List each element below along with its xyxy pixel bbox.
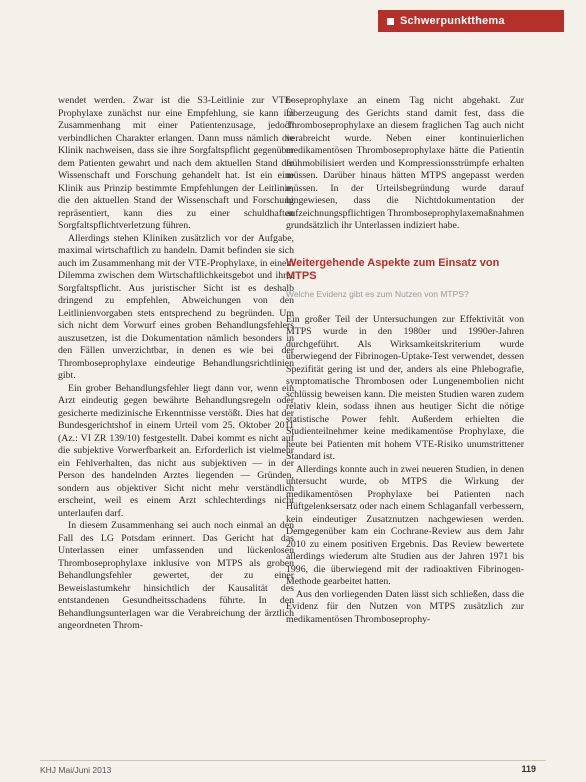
paragraph: Allerdings stehen Kliniken zusätzlich vor der Aufgabe, maximal wirtschaftlich zu handeln. Damit befinden sie sich auch im Zusammenhang mit der VTE-Prophylaxe, in einem Dilemma zwischen dem Wirtschaftlichkeitsgebot und ihrer Sorgfaltspflicht. Aus juristischer Sicht ist es deshalb dringend zu empfehlen, Abweichungen von den Leitlinienvorgaben stets entsprechend zu begründen. Um sich nicht dem Vorwurf eines groben Behandlungsfehlers auszusetzen, ist die Dokumentation nämlich besonders in den Fällen unverzichtbar, in denen es wie bei der Thromboseprophylaxe eindeutige Behandlungsrichtlinien gibt. xyxy=(58,232,294,381)
section-subheading: Welche Evidenz gibt es zum Nutzen von MTPS? xyxy=(286,288,469,299)
paragraph: boseprophylaxe an einem Tag nicht abgehakt. Zur Überzeugung des Gerichts stand damit fest, dass die Thromboseprophylaxe an diesem fraglichen Tag auch nicht verabreicht wurde. Neben einer kontinuierlichen medikamentösen Thromboseprophylaxe hätte die Patientin frühmobilisiert werden und Kompressionsstrümpfe erhalten müssen. Darüber hinaus hätten MTPS angepasst werden müssen. In der Urteilsbegründung wurde darauf hingewiesen, dass die Nichtdokumentation der aufzeichnungspflichtigen Thromboseprophylaxemaßnahmen grundsätzlich ihr Unterlassen indiziert habe. xyxy=(286,95,524,231)
footer-journal: KHJ Mai/Juni 2013 xyxy=(40,765,112,775)
paragraph: Ein großer Teil der Untersuchungen zur Effektivität von MTPS wurde in den 1980er und 1990er-Jahren durchgeführt. Als Wirksamkeitskriterium wurde überwiegend der Fibrinogen-Uptake-Test verwendet, dessen Spezifität gering ist und der, anders als eine Phlebografie, symptomatische Thrombosen oder Lungenembolien nicht schlüssig beweisen kann. Die meisten Studien waren zudem relativ klein, sodass ihnen aus heutiger Sicht die nötige statistische Power fehlt. Außerdem erhielten die Studienteilnehmer keine medikamentöse Prophylaxe, die heute bei Patienten mit hohem VTE-Risiko unumstrittener Standard ist. xyxy=(286,313,524,462)
paragraph: In diesem Zusammenhang sei auch noch einmal an den Fall des LG Potsdam erinnert. Das Gericht hat das Unterlassen einer umfassenden und lückenlosen Thromboseprophylaxe inklusive von MTPS als groben Behandlungsfehler gewertet, der zu einer Beweislastumkehr hinsichtlich der Kausalität des entstandenen Gesundheitsschadens führte. In den Behandlungsunterlagen war die Verabreichung der ärztlich angeordneten Throm- xyxy=(58,520,294,631)
square-icon xyxy=(387,18,394,25)
page-number: 119 xyxy=(521,764,536,774)
paragraph: Ein grober Behandlungsfehler liegt dann vor, wenn ein Arzt eindeutig gegen bewährte Behandlungsregeln oder gesicherte medizinische Erkenntnisse verstößt. Dies hat der Bundesgerichtshof in einem Urteil vom 25. Oktober 2011 (Az.: VI ZR 139/10) festgestellt. Dabei kommt es nicht auf die subjektive Vorwerfbarkeit an. Erforderlich ist vielmehr ein Fehlverhalten, das nicht aus subjektiven — in der Person des handelnden Arztes liegenden — Gründen, sondern aus objektiver Sicht nicht mehr verständlich erscheint, weil es einem Arzt schlechterdings nicht unterlaufen darf. xyxy=(58,382,294,519)
section-heading: Weitergehende Aspekte zum Einsatz von MTPS xyxy=(286,256,500,282)
paragraph: Aus den vorliegenden Daten lässt sich schließen, dass die Evidenz für den Nutzen von MTPS zusätzlich zur medikamentösen Thromboseprophy- xyxy=(286,588,524,625)
section-tag xyxy=(378,10,564,32)
paragraph: Allerdings konnte auch in zwei neueren Studien, in denen untersucht wurde, ob MTPS die Wirkung der medikamentösen Prophylaxe bei Patienten nach Hüftgelenksersatz oder nach einem Schlaganfall verbessern, kein eindeutiger Zusatznutzen nachgewiesen werden. Demgegenüber kam ein Cochrane-Review aus dem Jahr 2010 zu einem positiven Ergebnis. Das Review bewertete allerdings wiederum alte Studien aus der Jahren 1971 bis 1996, die überwiegend mit der radioaktiven Fibrinogen-Methode gearbeitet hatten. xyxy=(286,463,524,587)
right-column xyxy=(286,95,524,626)
footer-divider xyxy=(40,760,546,761)
paragraph: wendet werden. Zwar ist die S3-Leitlinie zur VTE-Prophylaxe zunächst nur eine Empfehlung, sie kann im Zusammenhang mit einer Patientenzusage, jedoch verbindlichen Charakter erlangen. Dann muss nämlich die Klinik nachweisen, dass sie ihre Sorgfaltspflicht gegenüber dem Patienten gewahrt und nach dem aktuellen Stand der Wissenschaft und Forschung gehandelt hat. Ist ein eine Klinik aus Prinzip bestimmte Empfehlungen der Leitlinie, die den aktuellen Stand der Wissenschaft und Forschung repräsentiert, kann dies zu einer schuldhaften Sorgfaltspflichtverletzung führen. xyxy=(58,95,294,231)
left-column xyxy=(58,95,294,633)
section-tag-label: Schwerpunktthema xyxy=(400,15,505,27)
